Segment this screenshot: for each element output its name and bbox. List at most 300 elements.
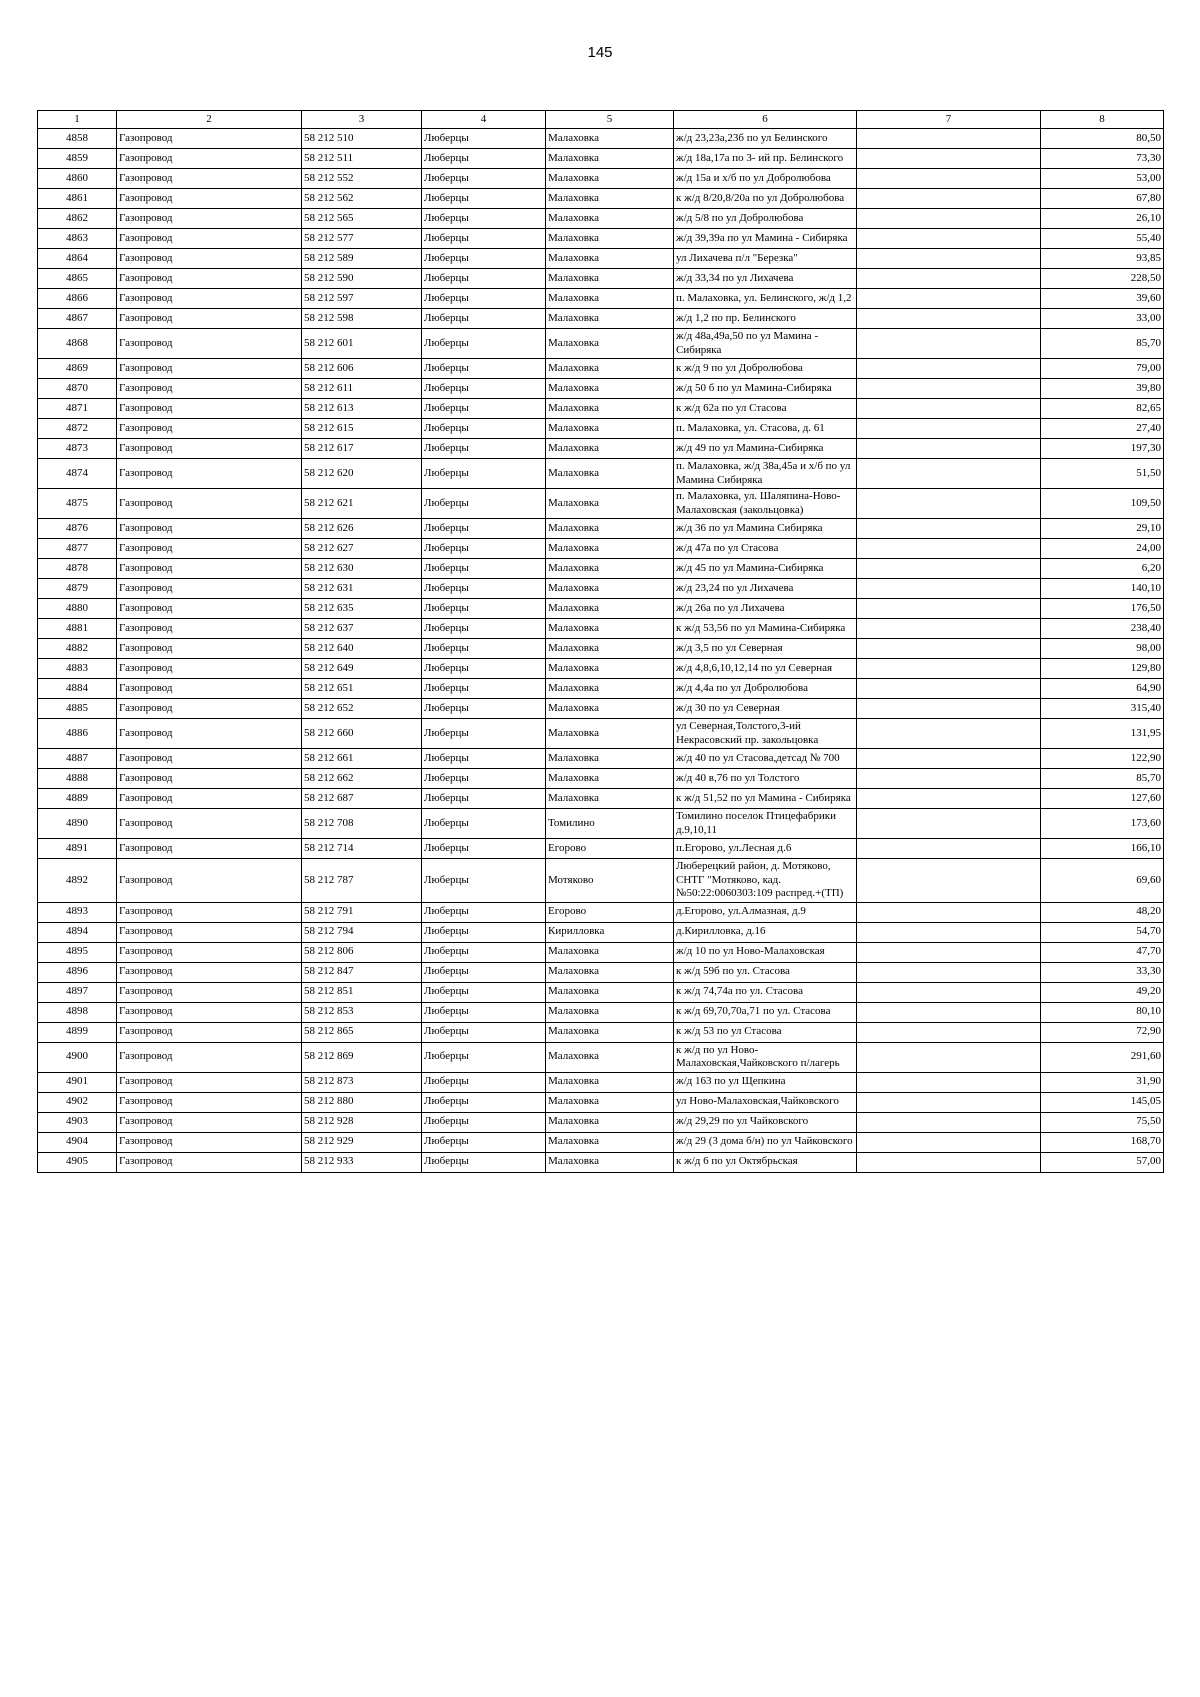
length-value-cell: 55,40 (1041, 229, 1164, 249)
note-cell (857, 962, 1041, 982)
note-cell (857, 1002, 1041, 1022)
length-value-cell: 109,50 (1041, 489, 1164, 519)
length-value-cell: 57,00 (1041, 1152, 1164, 1172)
object-code-cell: 58 212 880 (302, 1092, 422, 1112)
row-number-cell: 4864 (38, 249, 117, 269)
row-number-cell: 4875 (38, 489, 117, 519)
length-value-cell: 197,30 (1041, 439, 1164, 459)
locality-cell: Мотяково (546, 859, 674, 903)
length-value-cell: 80,50 (1041, 129, 1164, 149)
locality-cell: Малаховка (546, 1092, 674, 1112)
length-value-cell: 145,05 (1041, 1092, 1164, 1112)
length-value-cell: 129,80 (1041, 659, 1164, 679)
address-cell: к ж/д 8/20,8/20а по ул Добролюбова (674, 189, 857, 209)
note-cell (857, 1152, 1041, 1172)
header-cell: 5 (546, 111, 674, 129)
length-value-cell: 98,00 (1041, 639, 1164, 659)
locality-cell: Малаховка (546, 982, 674, 1002)
note-cell (857, 1072, 1041, 1092)
district-cell: Люберцы (422, 839, 546, 859)
locality-cell: Малаховка (546, 559, 674, 579)
object-code-cell: 58 212 865 (302, 1022, 422, 1042)
row-number-cell: 4872 (38, 419, 117, 439)
row-number-cell: 4878 (38, 559, 117, 579)
locality-cell: Малаховка (546, 169, 674, 189)
object-code-cell: 58 212 613 (302, 399, 422, 419)
header-cell: 3 (302, 111, 422, 129)
address-cell: к ж/д 59б по ул. Стасова (674, 962, 857, 982)
address-cell: ж/д 30 по ул Северная (674, 699, 857, 719)
district-cell: Люберцы (422, 459, 546, 489)
object-code-cell: 58 212 611 (302, 379, 422, 399)
row-number-cell: 4877 (38, 539, 117, 559)
address-cell: Люберецкий район, д. Мотяково, СНТГ "Мотяково, кад. №50:22:0060303:109 распред.+(ТП) (674, 859, 857, 903)
note-cell (857, 922, 1041, 942)
address-cell: ж/д 23,24 по ул Лихачева (674, 579, 857, 599)
address-cell: п. Малаховка, ул. Шаляпина-Ново-Малаховская (закольцовка) (674, 489, 857, 519)
locality-cell: Малаховка (546, 459, 674, 489)
note-cell (857, 189, 1041, 209)
row-number-cell: 4889 (38, 789, 117, 809)
length-value-cell: 48,20 (1041, 902, 1164, 922)
object-code-cell: 58 212 651 (302, 679, 422, 699)
object-code-cell: 58 212 589 (302, 249, 422, 269)
address-cell: ж/д 3,5 по ул Северная (674, 639, 857, 659)
table-row (38, 749, 1164, 769)
length-value-cell: 75,50 (1041, 1112, 1164, 1132)
note-cell (857, 399, 1041, 419)
object-type-cell: Газопровод (117, 1092, 302, 1112)
district-cell: Люберцы (422, 1092, 546, 1112)
table-row (38, 309, 1164, 329)
table-row (38, 379, 1164, 399)
length-value-cell: 31,90 (1041, 1072, 1164, 1092)
table-row (38, 809, 1164, 839)
header-cell: 7 (857, 111, 1041, 129)
object-type-cell: Газопровод (117, 749, 302, 769)
row-number-cell: 4876 (38, 519, 117, 539)
note-cell (857, 1042, 1041, 1072)
row-number-cell: 4895 (38, 942, 117, 962)
district-cell: Люберцы (422, 249, 546, 269)
address-cell: д.Кирилловка, д.16 (674, 922, 857, 942)
object-type-cell: Газопровод (117, 169, 302, 189)
table-row (38, 1002, 1164, 1022)
object-code-cell: 58 212 626 (302, 519, 422, 539)
table-row (38, 1022, 1164, 1042)
object-type-cell: Газопровод (117, 129, 302, 149)
object-code-cell: 58 212 847 (302, 962, 422, 982)
object-type-cell: Газопровод (117, 839, 302, 859)
object-type-cell: Газопровод (117, 1022, 302, 1042)
locality-cell: Малаховка (546, 329, 674, 359)
object-type-cell: Газопровод (117, 1072, 302, 1092)
object-type-cell: Газопровод (117, 189, 302, 209)
locality-cell: Малаховка (546, 289, 674, 309)
note-cell (857, 942, 1041, 962)
length-value-cell: 315,40 (1041, 699, 1164, 719)
object-type-cell: Газопровод (117, 962, 302, 982)
address-cell: ж/д 48а,49а,50 по ул Мамина - Сибиряка (674, 329, 857, 359)
object-code-cell: 58 212 627 (302, 539, 422, 559)
note-cell (857, 639, 1041, 659)
row-number-cell: 4863 (38, 229, 117, 249)
table-row (38, 1152, 1164, 1172)
table-row (38, 699, 1164, 719)
object-type-cell: Газопровод (117, 359, 302, 379)
object-type-cell: Газопровод (117, 942, 302, 962)
object-code-cell: 58 212 851 (302, 982, 422, 1002)
locality-cell: Малаховка (546, 269, 674, 289)
table-row (38, 579, 1164, 599)
table-row (38, 1132, 1164, 1152)
note-cell (857, 309, 1041, 329)
district-cell: Люберцы (422, 1022, 546, 1042)
locality-cell: Малаховка (546, 579, 674, 599)
table-row (38, 619, 1164, 639)
note-cell (857, 902, 1041, 922)
district-cell: Люберцы (422, 1072, 546, 1092)
note-cell (857, 1112, 1041, 1132)
note-cell (857, 419, 1041, 439)
address-cell: ж/д 29,29 по ул Чайковского (674, 1112, 857, 1132)
object-code-cell: 58 212 590 (302, 269, 422, 289)
length-value-cell: 51,50 (1041, 459, 1164, 489)
note-cell (857, 439, 1041, 459)
header-cell: 2 (117, 111, 302, 129)
table-row (38, 539, 1164, 559)
object-code-cell: 58 212 853 (302, 1002, 422, 1022)
table-row (38, 659, 1164, 679)
table-row (38, 769, 1164, 789)
note-cell (857, 149, 1041, 169)
object-code-cell: 58 212 637 (302, 619, 422, 639)
district-cell: Люберцы (422, 359, 546, 379)
table-row (38, 229, 1164, 249)
object-type-cell: Газопровод (117, 289, 302, 309)
object-type-cell: Газопровод (117, 309, 302, 329)
address-cell: ж/д 40 в,76 по ул Толстого (674, 769, 857, 789)
object-code-cell: 58 212 606 (302, 359, 422, 379)
locality-cell: Малаховка (546, 1132, 674, 1152)
district-cell: Люберцы (422, 922, 546, 942)
table-row (38, 1112, 1164, 1132)
length-value-cell: 69,60 (1041, 859, 1164, 903)
row-number-cell: 4871 (38, 399, 117, 419)
object-code-cell: 58 212 933 (302, 1152, 422, 1172)
table-row (38, 459, 1164, 489)
length-value-cell: 291,60 (1041, 1042, 1164, 1072)
district-cell: Люберцы (422, 1042, 546, 1072)
object-code-cell: 58 212 630 (302, 559, 422, 579)
district-cell: Люберцы (422, 579, 546, 599)
row-number-cell: 4884 (38, 679, 117, 699)
object-code-cell: 58 212 615 (302, 419, 422, 439)
district-cell: Люберцы (422, 229, 546, 249)
object-type-cell: Газопровод (117, 1132, 302, 1152)
table-row (38, 942, 1164, 962)
district-cell: Люберцы (422, 269, 546, 289)
address-cell: к ж/д 53,56 по ул Мамина-Сибиряка (674, 619, 857, 639)
object-code-cell: 58 212 806 (302, 942, 422, 962)
address-cell: ж/д 4,4а по ул Добролюбова (674, 679, 857, 699)
district-cell: Люберцы (422, 659, 546, 679)
length-value-cell: 140,10 (1041, 579, 1164, 599)
district-cell: Люберцы (422, 679, 546, 699)
address-cell: ж/д 29 (3 дома б/н) по ул Чайковского (674, 1132, 857, 1152)
length-value-cell: 39,80 (1041, 379, 1164, 399)
object-type-cell: Газопровод (117, 789, 302, 809)
object-code-cell: 58 212 649 (302, 659, 422, 679)
address-cell: Томилино поселок Птицефабрики д.9,10,11 (674, 809, 857, 839)
table-row (38, 1042, 1164, 1072)
table-row (38, 269, 1164, 289)
note-cell (857, 519, 1041, 539)
locality-cell: Малаховка (546, 489, 674, 519)
row-number-cell: 4865 (38, 269, 117, 289)
locality-cell: Малаховка (546, 639, 674, 659)
district-cell: Люберцы (422, 639, 546, 659)
object-code-cell: 58 212 928 (302, 1112, 422, 1132)
length-value-cell: 53,00 (1041, 169, 1164, 189)
address-cell: ж/д 26а по ул Лихачева (674, 599, 857, 619)
object-type-cell: Газопровод (117, 209, 302, 229)
length-value-cell: 85,70 (1041, 329, 1164, 359)
object-type-cell: Газопровод (117, 599, 302, 619)
note-cell (857, 269, 1041, 289)
locality-cell: Малаховка (546, 789, 674, 809)
row-number-cell: 4892 (38, 859, 117, 903)
length-value-cell: 173,60 (1041, 809, 1164, 839)
object-code-cell: 58 212 660 (302, 719, 422, 749)
address-cell: к ж/д 6 по ул Октябрьская (674, 1152, 857, 1172)
header-cell: 6 (674, 111, 857, 129)
locality-cell: Малаховка (546, 1002, 674, 1022)
table-row (38, 359, 1164, 379)
length-value-cell: 26,10 (1041, 209, 1164, 229)
object-code-cell: 58 212 687 (302, 789, 422, 809)
table-row (38, 519, 1164, 539)
table-row (38, 902, 1164, 922)
locality-cell: Малаховка (546, 719, 674, 749)
length-value-cell: 39,60 (1041, 289, 1164, 309)
row-number-cell: 4869 (38, 359, 117, 379)
note-cell (857, 859, 1041, 903)
row-number-cell: 4891 (38, 839, 117, 859)
district-cell: Люберцы (422, 379, 546, 399)
object-type-cell: Газопровод (117, 922, 302, 942)
object-type-cell: Газопровод (117, 579, 302, 599)
table-row (38, 559, 1164, 579)
table-row (38, 839, 1164, 859)
note-cell (857, 579, 1041, 599)
length-value-cell: 85,70 (1041, 769, 1164, 789)
note-cell (857, 359, 1041, 379)
row-number-cell: 4861 (38, 189, 117, 209)
row-number-cell: 4887 (38, 749, 117, 769)
address-cell: ул Ново-Малаховская,Чайковского (674, 1092, 857, 1112)
note-cell (857, 169, 1041, 189)
object-type-cell: Газопровод (117, 1152, 302, 1172)
district-cell: Люберцы (422, 719, 546, 749)
row-number-cell: 4893 (38, 902, 117, 922)
row-number-cell: 4859 (38, 149, 117, 169)
row-number-cell: 4904 (38, 1132, 117, 1152)
table-row (38, 1092, 1164, 1112)
table-row (38, 399, 1164, 419)
object-code-cell: 58 212 510 (302, 129, 422, 149)
object-code-cell: 58 212 552 (302, 169, 422, 189)
object-code-cell: 58 212 787 (302, 859, 422, 903)
table-row (38, 329, 1164, 359)
object-code-cell: 58 212 511 (302, 149, 422, 169)
object-type-cell: Газопровод (117, 539, 302, 559)
note-cell (857, 329, 1041, 359)
locality-cell: Малаховка (546, 962, 674, 982)
locality-cell: Малаховка (546, 209, 674, 229)
locality-cell: Малаховка (546, 229, 674, 249)
locality-cell: Малаховка (546, 129, 674, 149)
address-cell: к ж/д 9 по ул Добролюбова (674, 359, 857, 379)
table-row (38, 719, 1164, 749)
table-row (38, 789, 1164, 809)
object-code-cell: 58 212 635 (302, 599, 422, 619)
locality-cell: Малаховка (546, 149, 674, 169)
district-cell: Люберцы (422, 859, 546, 903)
district-cell: Люберцы (422, 309, 546, 329)
locality-cell: Малаховка (546, 699, 674, 719)
table-row (38, 189, 1164, 209)
object-type-cell: Газопровод (117, 902, 302, 922)
length-value-cell: 238,40 (1041, 619, 1164, 639)
row-number-cell: 4868 (38, 329, 117, 359)
locality-cell: Малаховка (546, 519, 674, 539)
locality-cell: Малаховка (546, 749, 674, 769)
note-cell (857, 379, 1041, 399)
length-value-cell: 27,40 (1041, 419, 1164, 439)
table-row (38, 1072, 1164, 1092)
object-type-cell: Газопровод (117, 619, 302, 639)
table-row (38, 982, 1164, 1002)
row-number-cell: 4896 (38, 962, 117, 982)
table-row (38, 599, 1164, 619)
object-code-cell: 58 212 873 (302, 1072, 422, 1092)
note-cell (857, 749, 1041, 769)
header-cell: 4 (422, 111, 546, 129)
address-cell: п. Малаховка, ж/д 38а,45а и х/б по ул Мамина Сибиряка (674, 459, 857, 489)
table-row (38, 169, 1164, 189)
district-cell: Люберцы (422, 129, 546, 149)
registry-table (37, 110, 1164, 1173)
object-code-cell: 58 212 794 (302, 922, 422, 942)
row-number-cell: 4890 (38, 809, 117, 839)
locality-cell: Малаховка (546, 1112, 674, 1132)
row-number-cell: 4898 (38, 1002, 117, 1022)
length-value-cell: 168,70 (1041, 1132, 1164, 1152)
object-code-cell: 58 212 661 (302, 749, 422, 769)
locality-cell: Малаховка (546, 309, 674, 329)
object-code-cell: 58 212 598 (302, 309, 422, 329)
locality-cell: Малаховка (546, 942, 674, 962)
object-code-cell: 58 212 562 (302, 189, 422, 209)
address-cell: к ж/д 51,52 по ул Мамина - Сибиряка (674, 789, 857, 809)
length-value-cell: 73,30 (1041, 149, 1164, 169)
row-number-cell: 4874 (38, 459, 117, 489)
length-value-cell: 131,95 (1041, 719, 1164, 749)
locality-cell: Малаховка (546, 399, 674, 419)
address-cell: к ж/д 74,74а по ул. Стасова (674, 982, 857, 1002)
note-cell (857, 229, 1041, 249)
table-row (38, 922, 1164, 942)
district-cell: Люберцы (422, 489, 546, 519)
object-type-cell: Газопровод (117, 419, 302, 439)
note-cell (857, 129, 1041, 149)
note-cell (857, 559, 1041, 579)
length-value-cell: 47,70 (1041, 942, 1164, 962)
object-code-cell: 58 212 662 (302, 769, 422, 789)
length-value-cell: 93,85 (1041, 249, 1164, 269)
table-row (38, 859, 1164, 903)
table-body (38, 129, 1164, 1173)
address-cell: п. Малаховка, ул. Стасова, д. 61 (674, 419, 857, 439)
district-cell: Люберцы (422, 962, 546, 982)
locality-cell: Малаховка (546, 679, 674, 699)
address-cell: ж/д 1,2 по пр. Белинского (674, 309, 857, 329)
note-cell (857, 1092, 1041, 1112)
length-value-cell: 64,90 (1041, 679, 1164, 699)
row-number-cell: 4897 (38, 982, 117, 1002)
locality-cell: Малаховка (546, 1072, 674, 1092)
address-cell: ж/д 18а,17а по 3- ий пр. Белинского (674, 149, 857, 169)
row-number-cell: 4899 (38, 1022, 117, 1042)
object-code-cell: 58 212 617 (302, 439, 422, 459)
object-type-cell: Газопровод (117, 439, 302, 459)
object-type-cell: Газопровод (117, 679, 302, 699)
locality-cell: Малаховка (546, 419, 674, 439)
length-value-cell: 33,30 (1041, 962, 1164, 982)
length-value-cell: 67,80 (1041, 189, 1164, 209)
row-number-cell: 4903 (38, 1112, 117, 1132)
object-code-cell: 58 212 601 (302, 329, 422, 359)
locality-cell: Малаховка (546, 1152, 674, 1172)
district-cell: Люберцы (422, 1152, 546, 1172)
table-row (38, 129, 1164, 149)
table-row (38, 209, 1164, 229)
address-cell: ж/д 163 по ул Щепкина (674, 1072, 857, 1092)
object-type-cell: Газопровод (117, 1112, 302, 1132)
district-cell: Люберцы (422, 1132, 546, 1152)
district-cell: Люберцы (422, 559, 546, 579)
address-cell: п. Малаховка, ул. Белинского, ж/д 1,2 (674, 289, 857, 309)
address-cell: ул Северная,Толстого,3-ий Некрасовский пр. закольцовка (674, 719, 857, 749)
address-cell: ж/д 40 по ул Стасова,детсад № 700 (674, 749, 857, 769)
object-type-cell: Газопровод (117, 149, 302, 169)
address-cell: к ж/д 62а по ул Стасова (674, 399, 857, 419)
note-cell (857, 1022, 1041, 1042)
object-code-cell: 58 212 577 (302, 229, 422, 249)
object-code-cell: 58 212 714 (302, 839, 422, 859)
address-cell: ж/д 47а по ул Стасова (674, 539, 857, 559)
district-cell: Люберцы (422, 942, 546, 962)
locality-cell: Малаховка (546, 539, 674, 559)
table-row (38, 419, 1164, 439)
district-cell: Люберцы (422, 982, 546, 1002)
object-type-cell: Газопровод (117, 489, 302, 519)
row-number-cell: 4862 (38, 209, 117, 229)
note-cell (857, 839, 1041, 859)
page-number: 145 (587, 44, 613, 61)
row-number-cell: 4885 (38, 699, 117, 719)
